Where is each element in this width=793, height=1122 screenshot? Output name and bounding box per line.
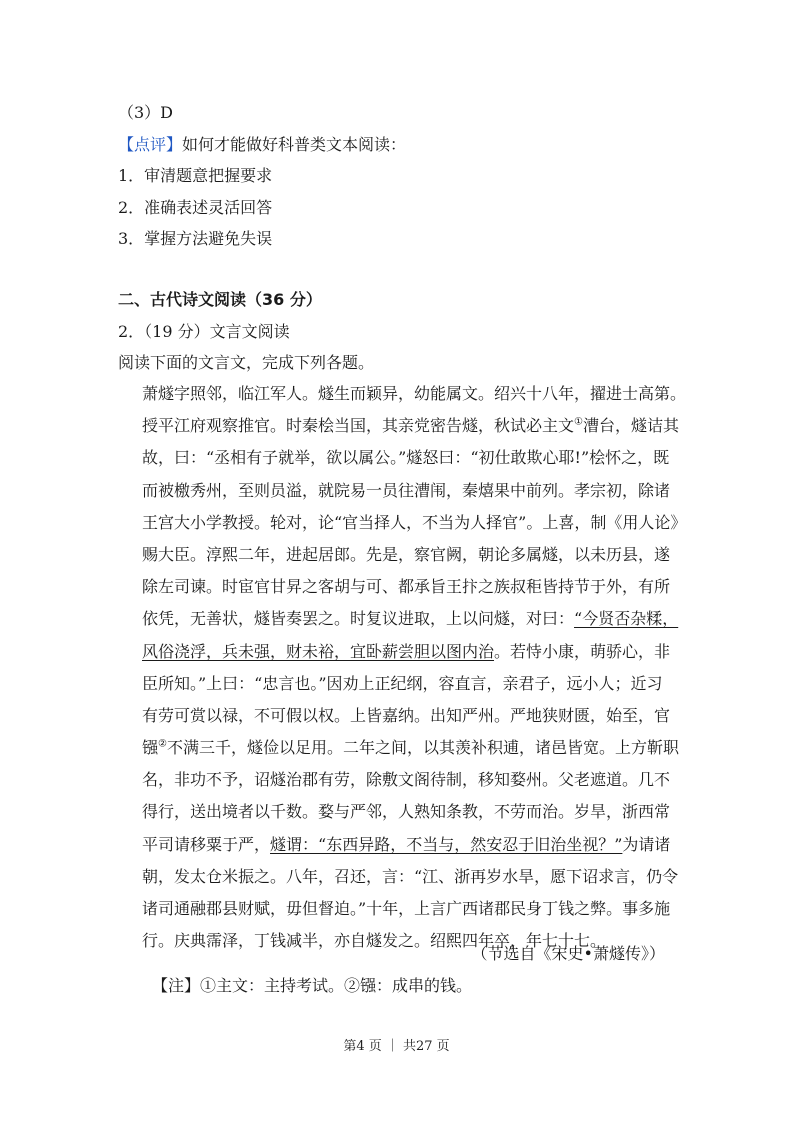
passage-line: 行。庆典霈泽，丁钱减半，亦自燧发之。绍熙四年卒，年七十七。 [142,931,607,951]
instruction-text: 阅读下面的文言文，完成下列各题。 [118,353,375,372]
section-heading: 二、古代诗文阅读（36 分） [118,290,322,309]
passage-line: 除左司谏。时宦官甘昇之客胡与可、都承旨王抃之族叔秬皆持节于外，有所 [142,577,671,597]
passage-line: 得行，送出境者以千数。婺与严邻，人熟知条教，不劳而治。岁旱，浙西常 [142,802,671,822]
passage-line [118,829,688,861]
page-footer: 第4 页 ｜ 共27 页 [343,1039,450,1054]
passage-text: 。若恃小康，萌骄心，非 [494,641,671,661]
passage-text: 漕台，燧诘其 [582,416,679,436]
passage-line: 故，曰：“丞相有子就举，欲以属公。”燧怒曰：“初仕敢欺心耶!”桧怀之，既 [142,448,670,468]
passage-line: 臣所知。”上曰：“忠言也。”因劝上正纪纲，容直言，亲君子，远小人；近习 [142,673,663,693]
comment-tag: 【点评】 [118,135,183,154]
passage-text: 不满三千，燧俭以足用。二年之间，以其羡补积逋，诸邑皆宽。上方靳职 [166,738,679,758]
passage-line [118,732,688,764]
passage-line: 赐大臣。淳熙二年，进起居郎。先是，察官阙，朝论多属燧，以未历县，遂 [142,544,671,564]
passage-line: 诸司通融郡县财赋，毋但督迫。”十年，上言广西诸郡民身丁钱之弊。事多施 [142,899,671,918]
passage-text: 镪 [142,738,159,758]
passage-line: 王宫大小学教授。轮对，论“官当择人，不当为人择官”。上喜，制《用人论》 [142,512,687,532]
passage-text: 授平江府观察推官。时秦桧当国，其亲党密告燧，秋试必主文 [142,416,575,436]
footnote: 【注】①主文：主持考试。②镪：成串的钱。 [152,976,473,995]
passage-text: 平司请移粟于严， [142,834,271,854]
passage-text: 为请诸 [622,834,671,854]
tip-item: 2．准确表述灵活回答 [118,198,273,217]
question-title: 2．（19 分）文言文阅读 [118,322,290,341]
passage-text: 依凭，无善状，燧皆奏罢之。时复议进取，上以问燧，对曰： [142,609,575,629]
underlined-text: 燧谓：“东西异路，不当与，然安忍于旧治坐视？” [270,834,623,854]
source-citation: （节选自《宋史•萧燧传》） [471,944,665,963]
footnote-mark: ② [158,738,167,750]
answer-3: （3）D [118,103,174,122]
passage-line: 名，非功不予，诏燧治郡有劳，除敷文阁待制，移知婺州。父老遮道。几不 [142,770,671,790]
passage-line [118,603,688,635]
comment-text: 如何才能做好科普类文本阅读： [182,135,407,154]
passage-line [118,636,688,668]
classical-passage [118,378,688,957]
tip-item: 1．审清题意把握要求 [118,166,273,185]
underlined-text: 风俗浇浮，兵未强，财未裕，宜卧薪尝胆以图内治 [142,641,495,661]
comment-line [118,135,406,155]
passage-line: 朝，发太仓米振之。八年，召还，言：“江、浙再岁水旱，愿下诏求言，仍令 [142,866,679,886]
tip-item: 3．掌握方法避免失误 [118,229,273,248]
footnote-mark: ① [574,416,583,428]
passage-line: 萧燧字照邻，临江军人。燧生而颖异，幼能属文。绍兴十八年，擢进士高第。 [142,384,687,403]
passage-line: 而被檄秀州，至则员溢，就院易一员往漕闱，秦熺果中前列。孝宗初，除诸 [142,480,671,500]
passage-line: 有劳可赏以禄，不可假以权。上皆嘉纳。出知严州。严地狭财匮，始至，官 [142,705,671,725]
passage-line [118,410,688,442]
underlined-text: “今贤否杂糅， [574,609,679,629]
